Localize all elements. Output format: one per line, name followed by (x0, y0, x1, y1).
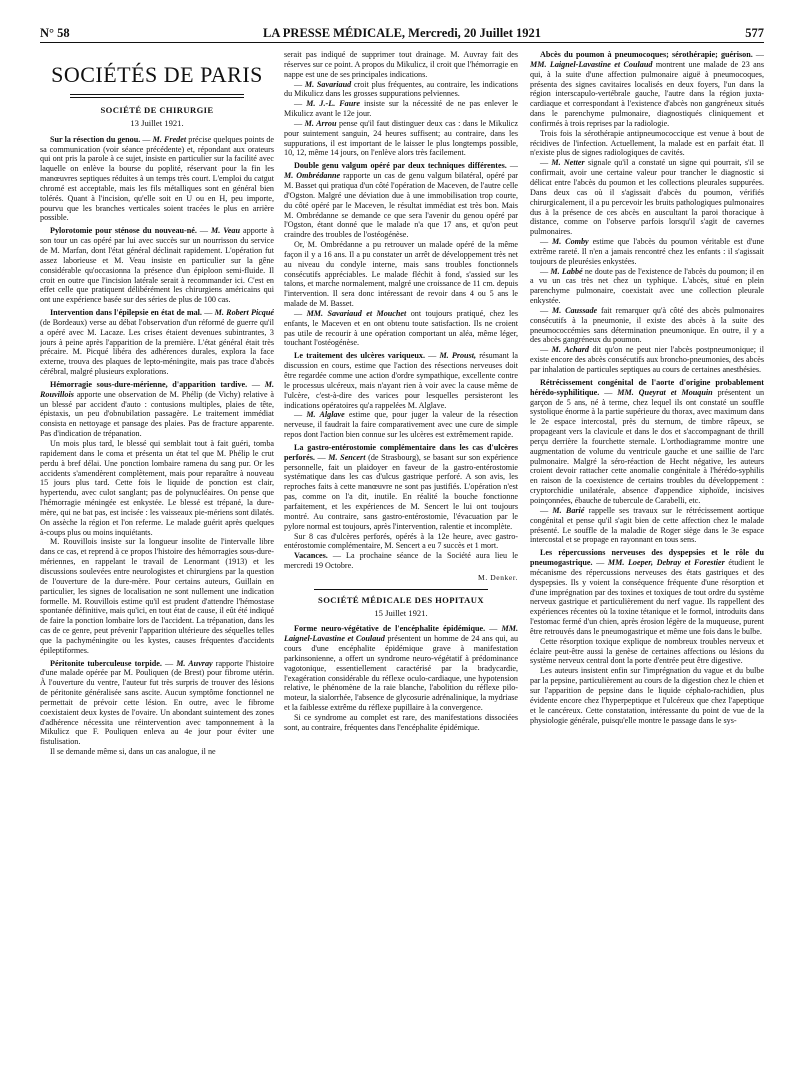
column-1 (40, 50, 274, 1070)
column-2 (284, 50, 518, 1070)
header-rule (40, 42, 764, 43)
paragraph: Vacances. — La prochaine séance de la Société aura lieu le mercredi 19 Octobre. (284, 551, 518, 571)
paragraph: Or, M. Ombrédanne a pu retrouver un malade opéré de la même façon il y a 16 ans. Il a pu constater un arrêt de développement très net au niveau du condyle interne, mais sans troubles fonctionnels consécutifs appréciables. Le malade fléchit à fond, s'assied sur les talons, et marche normalement, malgré une croissance de 11 cm. depuis l'intervention. Il sera donc intéressant de revoir dans 4 ou 5 ans le malade de M. Basset. (284, 240, 518, 309)
paragraph: — M. Netter signale qu'il a constaté un signe qui pourrait, s'il se confirmait, avoir une certaine valeur pour trancher le diagnostic si délicat entre l'abcès du poumon et les collections pleurales suppurées. Dans deux cas où il s'agissait d'abcès du poumon, vérifiés chirurgicalement, il a pu percevoir les bruits pathologiques pulmonaires dus à la présence de ces abcès en auscultant la paroi thoracique à distance, comme on l'observe parfois lorsqu'il s'agit de cavernes pulmonaires. (530, 158, 764, 237)
column-3 (530, 50, 764, 1070)
page-number: 577 (745, 26, 764, 40)
paragraph: — M. Achard dit qu'on ne peut nier l'abcès postpneumonique; il existe encore des abcès consécutifs aux broncho-pneumonies, des abcès par inhalation de particules septiques au cours de certaines anesthésies. (530, 345, 764, 374)
paragraph: Intervention dans l'épilepsie en état de mal. — M. Robert Picqué (de Bordeaux) verse au débat l'observation d'un réformé de guerre qu'il a opéré avec M. Lacaze. Les crises étaient devenues subintrantes, 3 jours à peine après l'apparition de la première. L'état général était très précaire. M. Picqué libéra des adhérences durales, explora la face externe, trouva des plaques de lepto-méningite, mais pas trace d'abcès cérébral, malgré plusieurs explorations. (40, 308, 274, 377)
paragraph: Double genu valgum opéré par deux techniques différentes. — M. Ombrédanne rapporte un cas de genu valgum bilatéral, opéré par M. Basset qui pratiqua d'un côté l'opération de Maceven, de l'autre celle d'Ogston. Malgré une déviation due à une immobilisation trop courte, du côté opéré par le Maceven, le résultat immédiat est très bon. Mais M. Ombrédanne se demande ce que sera l'avenir du genou opéré par l'Ogston, étant donné que le malade n'a que 17 ans, et qu'on peut craindre des troubles de l'ostéogénèse. (284, 161, 518, 240)
paragraph: — M. Arrou pense qu'il faut distinguer deux cas : dans le Mikulicz pour suintement sanguin, 24 heures suffisent; au contraire, dans les suppurations, il est important de le laisser le plus longtemps possible, 10, 12, même 14 jours, on l'enlève alors très facilement. (284, 118, 518, 158)
paragraph: Trois fois la sérothérapie antipneumococcique est venue à bout de récidives de l'infection. Actuellement, la malade est en parfait état. Il n'existe plus de signes radiologiques de cavités. (530, 128, 764, 158)
paragraph: — M. Alglave estime que, pour juger la valeur de la résection nerveuse, il faudrait la faire comparativement avec une cure de simple repos dont l'action bien connue sur les ulcères est extrêmement rapide. (284, 410, 518, 440)
society-subtitle: SOCIÉTÉ MÉDICALE DES HOPITAUX (318, 594, 484, 605)
paragraph: — M. Barié rappelle ses travaux sur le rétrécissement aortique congénital et pense qu'il s'agit bien de cette affection chez le malade présenté. Le souffle de la maladie de Roger siège dans le 3e espace intercostal et se propage en rayonnant en tous sens. (530, 505, 764, 545)
paragraph: Si ce syndrome au complet est rare, des manifestations dissociées sont, au contraire, fréquentes dans l'encéphalite épidémique. (284, 713, 518, 732)
paragraph: Pylorotomie pour sténose du nouveau-né. — M. Veau apporte à son tour un cas opéré par lui avec succès sur un nourrisson du service de M. Marfan, dont l'état général déclinait rapidement. L'opération fut assez laborieuse et M. Veau insiste en particulier sur la gêne considérable qu'occasionna la présence d'un épiploon semi-fluide. Il croit en outre que l'incision latérale serait à recommander ici. C'est en effet celle que pratiquent délibérément les chirurgiens américains qui ont une expérience basée sur des séries de plus de 100 cas. (40, 226, 274, 305)
paragraph: — M. J.-L. Faure insiste sur la nécessité de ne pas enlever le Mikulicz avant le 12e jour. (284, 99, 518, 119)
issue-number: N° 58 (40, 26, 70, 40)
paragraph: Abcès du poumon à pneumocoques; sérothérapie; guérison. — MM. Laignel-Lavastine et Coulaud montrent une malade de 23 ans qui, à la suite d'une affection pulmonaire aiguë à pneumocoques, présenta des signes cavitaires localisés en deux foyers, l'un dans la région interscapulo-vertébrale gauche, l'autre dans la région juxta-cardiaque et correspondant à l'existence d'abcès non gangréneux situés dans le parenchyme pulmonaire, diagnostiqués cliniquement et confirmés à trois reprises par la radiologie. (530, 50, 764, 128)
journal-title: LA PRESSE MÉDICALE, Mercredi, 20 Juillet 1921 (262, 26, 541, 40)
paragraph: Les répercussions nerveuses des dyspepsies et le rôle du pneumogastrique. — MM. Loeper, Debray et Forestier étudient le mécanisme des répercussions nerveuses des états gastriques et des dyspepsies. Ils y voient la conséquence fréquente d'une résorption et d'une imprégnation par des toxines et toxiques de tout ordre du système nerveux gastrique et particulièrement du nerf vague. Ils rappellent des expériences récentes où la toxine tétanique et le formol, introduits dans l'estomac fermé d'un chien, après érosion légère de la muqueuse, purent être retrouvés dans le pneumogastrique et même une fois dans le bulbe. (530, 548, 764, 636)
paragraph: Sur la résection du genou. — M. Fredet précise quelques points de sa communication (voir séance précédente) et, répondant aux orateurs qui ont pris la parole à ce sujet, insiste en particulier sur la facilité avec laquelle on enlève la bourse du poplité, réservant pour la fin les manœuvres septiques réduites à un temps très court. L'emploi du catgut chromé est acceptable, mais les fils métalliques sont en général bien tolérés. Quant à l'incision, qu'elle soit en U ou en H, peu importe, pourvu que les branches verticales soient tracées le plus en arrière possible. (40, 134, 274, 223)
paragraph: — M. Savariaud croit plus fréquentes, au contraire, les indications du Mikulicz dans les grosses suppurations pelviennes. (284, 79, 518, 99)
paragraph: Le traitement des ulcères variqueux. — M. Proust, résumant la discussion en cours, estime que l'action des résections nerveuses doit être regardée comme une action d'ordre sympathique, excellente contre le processus ulcéreux, mais n'ayant rien à voir avec la cause même de l'ulcère, c'est-à-dire des varices pour lesquelles persisteront les indications opératoires qu'a rappelées M. Alglave. (284, 351, 518, 410)
paragraph: — M. Labbé ne doute pas de l'existence de l'abcès du poumon; il en a vu un cas très net chez un typhique. L'abcès, situé en plein parenchyme pulmonaire, coexistait avec une collection pleurale enkystée. (530, 266, 764, 306)
session-date: 15 Juillet 1921. (374, 607, 428, 618)
paragraph: M. Rouvillois insiste sur la longueur insolite de l'intervalle libre dans ce cas, et reprend à ce propos l'histoire des hémorragies sous-dure-mériennes, en rappelant le travail de Lenormant (1913) et les discussions soulevées entre neurologistes et chirurgiens par la question de l'ouverture de la dure-mère. Pour certains auteurs, Guillain en particulier, les signes de localisation ne sont nullement une indication formelle. M. Rouvillois estime qu'il est prudent d'attendre l'hémostase spontanée définitive, mais qu'ici, en tout état de cause, il eût été indiqué de faire la ponction lombaire lors de l'accident. La trépanation, dans les cas de ce genre, peut prévenir l'apparition ultérieure des séquelles telles que la pachyméningite ou les kystes, causes fréquentes d'accidents épileptiformes. (40, 537, 274, 655)
society-subtitle: SOCIÉTÉ DE CHIRURGIE (100, 105, 214, 115)
paragraph: La gastro-entérostomie complémentaire dans les cas d'ulcères perforés. — M. Sencert (de Strasbourg), se basant sur son expérience personnelle, fait un plaidoyer en faveur de la gastro-entérostomie systématique dans les cas d'ulcus gastrique perforé. A son avis, les reproches faits à cette manœuvre ne sont pas justifiés. L'opération n'est pas, comme on l'a dit, inutile. En réalité la bouche fonctionne parfaitement, et les expériences de M. Sencert le lui ont toujours montré. Au contraire, sans gastro-entérostomie, l'évacuation par le pylore normal est toujours, après l'intervention, ralentie et incomplète. (284, 442, 518, 531)
paragraph: Sur 8 cas d'ulcères perforés, opérés à la 12e heure, avec gastro-entérostomie complémentaire, M. Sencert a eu 7 succès et 1 mort. (284, 531, 518, 551)
paragraph: — M. Caussade fait remarquer qu'à côté des abcès pulmonaires consécutifs à la pneumonie, il existe des abcès à la suite des pneumococcémies sans détermination pneumonique. En outre, il y a des abcès gangréneux du poumon. (530, 305, 764, 345)
section-title: SOCIÉTÉS DE PARIS (51, 62, 263, 87)
paragraph: Les auteurs insistent enfin sur l'imprégnation du vague et du bulbe par la pepsine, particulièrement au cours de la digestion chez le chien et sur l'apparition de pepsine dans le liquide céphalo-rachidien, plus évidente encore chez l'hyperpeptique et l'ulcéreux que chez l'apeptique et le cancéreux. Cette constatation, intéressante du point de vue de la physiologie générale, puisqu'elle montre le passage dans le sys- (530, 666, 764, 725)
signature: M. Denker. (478, 572, 518, 582)
paragraph: Il se demande même si, dans un cas analogue, il ne (50, 747, 216, 757)
paragraph: Hémorragie sous-dure-mérienne, d'apparition tardive. — M. Rouvillois apporte une observation de M. Phélip (de Vichy) relative à un blessé par accident d'auto : contusions multiples, plaies de tête, épistaxis, un peu d'obnubilation passagère. Le traitement immédiat consista en nettoyage et pansage des plaies. Pas de fracture apparente. Pas d'indication de trépanation. (40, 379, 274, 439)
paragraph: — MM. Savariaud et Mouchet ont toujours pratiqué, chez les enfants, le Maceven et en ont obtenu toute satisfaction. Ils ne croient pas utile de recourir à une opération comportant un aléa, même léger, touchant l'ostéogénèse. (284, 308, 518, 348)
running-header (40, 26, 764, 40)
paragraph: serait pas indiqué de supprimer tout drainage. M. Auvray fait des réserves sur ce point. A propos du Mikulicz, il croit que l'hémorragie en nappe est une de ses principales indications. (284, 50, 518, 79)
paragraph: — M. Comby estime que l'abcès du poumon véritable est d'une extrême rareté. Il n'en a jamais rencontré chez les enfants : il s'agissait toujours de pleurésies enkystées. (530, 237, 764, 266)
title-rule-2 (70, 97, 244, 98)
title-rule (70, 94, 244, 95)
paragraph: Cette résorption toxique explique de nombreux troubles nerveux et éclaire peut-être aussi la genèse de certaines affections ou lésions du système nerveux central dont la porte d'entrée peut être digestive. (530, 636, 764, 666)
paragraph: Péritonite tuberculeuse torpide. — M. Auvray rapporte l'histoire d'une malade opérée par M. Pouliquen (de Brest) pour fibrome utérin. À l'ouverture du ventre, l'auteur fut très surpris de trouver des lésions de péritonite généralisée sans ascite. Aucun symptôme fonctionnel ne permettait de prévoir cette lésion. En outre, avec le fibrome coexistaient deux kystes de l'ovaire. Un abondant suintement des zones d'adhérence nécessita une réintervention avec tamponnement à la Mikulicz que F. Pouliquen enleva au 4e jour pour éviter une fistulisation. (40, 658, 274, 747)
section-rule (314, 589, 488, 590)
paragraph: Rétrécissement congénital de l'aorte d'origine probablement hérédo-syphilitique. — MM. Queyrat et Mouquin présentent un garçon de 5 ans, né à terme, chez lequel ils ont constaté un souffle systolique énorme à la partie supérieure du thorax, avec maximum dans le 2e espace intercostal, près du sternum, de timbre râpeux, se propageant vers la clavicule et dans le dos et s'accompagnant de thrill perçu derrière la fourchette sternale. L'orthodiagramme montre une augmentation de volume du ventricule gauche et une saillie de l'arc pulmonaire. Malgré la séro-réaction de Hecht négative, les auteurs croient devoir rattacher cette anomalie congénitale à l'hérédo-syphilis en raison de la coexistence de certains troubles du développement : cryptorchidie unilatérale, absence d'appendice xiphoïde, incisives poinçonnées, ébauche de tubercule de Carabelli, etc. (530, 377, 764, 505)
session-date: 13 Juillet 1921. (130, 117, 184, 128)
paragraph: Forme neuro-végétative de l'encéphalite épidémique. — MM. Laignel-Lavastine et Coulaud présentent un homme de 24 ans qui, au cours d'une encéphalite épidémique grave à manifestation parkinsonienne, a offert un syndrome neuro-végétatif à prédominance vagotonique, essentiellement caractérisé par la bradycardie, l'exagération considérable du réflexe oculo-cardiaque, une hypotension relative, le phénomène de la raie blanche, l'abolition du réflexe pilo-moteur, la sialorrhée, l'absence de glycosurie adrénalinique, la mydriase et la faiblesse extrême du réflexe pupillaire à la convergence. (284, 624, 518, 713)
paragraph: Un mois plus tard, le blessé qui semblait tout à fait guéri, tomba rapidement dans le coma et présenta un état tel que M. Phélip le crut perdu à bref délai. Une ponction lombaire ramena du sang pur. Or les accidents s'amendèrent complètement, mais pour reparaître à nouveau 15 jours plus tard. Cette fois le liquide de ponction est clair, hypertendu, avec culot sanglant; pas de polynucléaires. On pense que l'hémorragie méningée est enkystée. Le blessé est trépané, la dure-mère, qui ne bat pas, est incisée : les vaisseaux pie-mériens sont dilatés. On assèche la région et l'on referme. Le malade guérit après quelques à-coups plus ou moins inquiétants. (40, 439, 274, 537)
